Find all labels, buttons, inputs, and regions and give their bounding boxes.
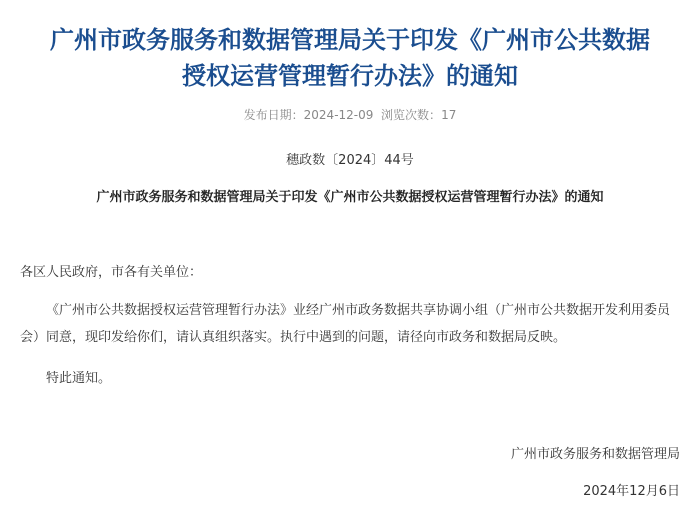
issuing-authority: 广州市政务服务和数据管理局 [510,447,680,462]
publish-date-label: 发布日期： [243,108,304,122]
document-number: 穗政数〔2024〕44号 [286,153,414,168]
page-title-line-2: 授权运营管理暂行办法》的通知 [182,62,518,91]
view-count-label: 浏览次数： [381,108,442,122]
document-heading: 广州市政务服务和数据管理局关于印发《广州市公共数据授权运营管理暂行办法》的通知 [96,190,604,205]
publish-date: 2024-12-09 [303,108,374,122]
page-title [0,22,700,94]
page-title-line-1: 广州市政务服务和数据管理局关于印发《广州市公共数据 [50,26,650,55]
issue-date: 2024年12月6日 [583,484,680,499]
article-meta [0,106,700,123]
view-count: 17 [441,108,457,122]
body-paragraph: 《广州市公共数据授权运营管理暂行办法》业经广州市政务数据共享协调小组（广州市公共数据开发利用委员会）同意，现印发给你们，请认真组织落实。执行中遇到的问题，请径向市政务和数据局反映。 [20,303,671,345]
closing-remark: 特此通知。 [46,371,112,386]
salutation: 各区人民政府，市各有关单位： [20,265,203,280]
